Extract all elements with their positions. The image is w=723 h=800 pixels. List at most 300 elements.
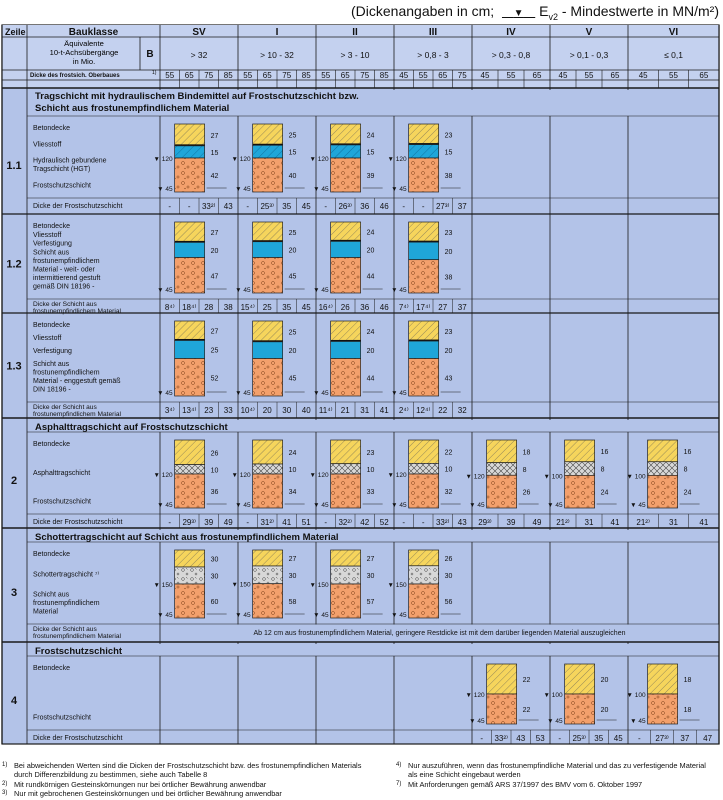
bottom-label: Dicke der Frostschutzschicht	[33, 735, 123, 742]
thickness-value: -	[246, 202, 250, 211]
layer-frost	[648, 475, 678, 508]
b-value: > 32	[190, 50, 208, 60]
ev2-marker: ▼ 120	[465, 473, 485, 481]
layer-thickness: 10	[288, 467, 297, 474]
row-number: 1.2	[6, 258, 22, 271]
layer-thickness: 24	[288, 450, 297, 457]
layer-concrete	[648, 664, 678, 694]
footnote-text: Mit Anforderungen gemäß ARS 37/1997 des BMV vom 6. Oktober 1997	[408, 779, 643, 789]
layer-hgt	[175, 146, 205, 158]
thickness-value: 7⁴⁾	[398, 303, 409, 312]
layer-thickness: 23	[444, 132, 453, 140]
ev2-marker: ▼ 150	[387, 582, 407, 589]
thickness-value: -	[402, 202, 406, 211]
thickness-value: -	[421, 518, 425, 527]
layer-concrete	[331, 222, 361, 241]
layer-thickness: 15	[288, 149, 297, 157]
layer-label: Schicht aus	[33, 361, 70, 368]
title-ev2-sub: v2	[548, 11, 558, 22]
layer-frost	[253, 158, 283, 192]
thickness-value: 31	[584, 518, 594, 527]
bottom-label: frostunempfindlichem Material	[33, 633, 121, 640]
layer-thickness: 24	[600, 489, 609, 497]
layer-frost	[331, 474, 361, 508]
footnote-text: Nur auszuführen, wenn das frostunempfindliche Material und das zu verfestigende Material als eine Schicht eingebaut werden	[408, 761, 706, 780]
layer-label: Material - enggestuft gemäß	[33, 378, 121, 385]
dicke-label: Dicke des frostsich. Oberbaues	[30, 73, 120, 79]
layer-stab	[331, 241, 361, 257]
layer-thickness: 44	[366, 273, 375, 281]
ev2-marker: ▼ 120	[387, 156, 407, 163]
layer-stab	[409, 341, 439, 358]
footnote	[396, 780, 716, 789]
dicke-value: 65	[532, 71, 542, 80]
layer-thickness: 8	[683, 466, 688, 474]
layer-label: Frostschutzschicht	[33, 714, 91, 722]
layer-concrete	[331, 440, 361, 464]
layer-thickness: 20	[444, 248, 453, 256]
ev2-marker-bottom: ▼ 45	[235, 186, 251, 193]
dicke-value: 55	[165, 71, 175, 80]
thickness-value: -	[480, 734, 484, 743]
ev2-marker-bottom: ▼ 45	[235, 287, 251, 294]
layer-concrete	[253, 321, 283, 342]
layer-asphalt	[175, 465, 205, 474]
thickness-value: 10⁴⁾	[240, 406, 255, 415]
dicke-value: 55	[418, 71, 428, 80]
bauklasse-header: Bauklasse	[68, 27, 119, 38]
layer-thickness: 23	[444, 329, 453, 337]
thickness-value: 43	[223, 202, 233, 211]
dicke-value: 55	[584, 71, 594, 80]
thickness-value: 51	[301, 518, 311, 527]
layer-thickness: 60	[210, 599, 219, 606]
layer-concrete	[175, 440, 205, 465]
layer-stab	[253, 242, 283, 258]
layer-concrete	[565, 440, 595, 462]
aeq-label: Äquivalente 10-t-Achsübergänge in Mio.	[49, 39, 119, 66]
ev2-marker: ▼ 120	[231, 156, 251, 163]
b-value: > 0,1 - 0,3	[569, 50, 609, 60]
section-title: Schottertragschicht auf Schicht aus frostunempfindlichem Material	[35, 532, 339, 543]
layer-thickness: 47	[210, 273, 219, 281]
thickness-value: -	[324, 202, 328, 211]
dicke-value: 85	[379, 71, 389, 80]
layer-concrete	[175, 550, 205, 567]
ev2-marker-bottom: ▼ 45	[313, 287, 329, 294]
thickness-value: 21	[340, 406, 350, 415]
layer-thickness: 24	[366, 132, 375, 140]
layer-label: Betondecke	[33, 125, 70, 132]
layer-thickness: 20	[366, 247, 375, 255]
section-title: Asphalttragschicht auf Frostschutzschicht	[35, 422, 228, 433]
ev2-marker-bottom: ▼ 45	[235, 502, 251, 509]
layer-concrete	[175, 321, 205, 340]
layer-stab	[175, 340, 205, 358]
thickness-value: 23	[204, 406, 214, 415]
ev2-marker-bottom: ▼ 45	[157, 502, 173, 509]
ev2-marker-bottom: ▼ 45	[313, 186, 329, 193]
ev2-marker-bottom: ▼ 45	[391, 186, 407, 193]
thickness-value: 31	[360, 406, 370, 415]
footnote-key: 7)	[396, 780, 402, 787]
layer-frost	[487, 694, 517, 724]
layer-frost	[175, 474, 205, 508]
dicke-value: 85	[301, 71, 311, 80]
dicke-value: 55	[321, 71, 331, 80]
layer-label: Betondecke	[33, 223, 70, 230]
layer-label: Vliesstoff	[33, 141, 62, 149]
section-title-line: Tragschicht mit hydraulischem Bindemittel auf Frostschutzschicht bzw.	[35, 91, 359, 102]
layer-stab	[175, 242, 205, 257]
footnote-key: 2)	[2, 780, 8, 787]
layer-thickness: 20	[288, 247, 297, 255]
footnote	[396, 761, 716, 780]
layer-thickness: 20	[288, 348, 297, 356]
thickness-value: -	[246, 518, 250, 527]
layer-thickness: 20	[600, 677, 609, 684]
dicke-value: 75	[204, 71, 214, 80]
layer-thickness: 27	[366, 556, 375, 564]
thickness-value: 42	[360, 518, 370, 527]
layer-concrete	[648, 440, 678, 462]
thickness-value: 22	[438, 406, 448, 415]
thickness-value: 39	[506, 518, 516, 527]
thickness-value: 33	[223, 406, 233, 415]
ev2-marker-bottom: ▼ 45	[391, 502, 407, 509]
thickness-value: 33²⁾	[435, 518, 450, 527]
thickness-value: 37	[457, 303, 467, 312]
dicke-value: 65	[699, 71, 709, 80]
thickness-value: 16⁴⁾	[318, 303, 333, 312]
layer-label: frostunempfindlichem	[33, 369, 100, 377]
thickness-value: 25³⁾	[260, 202, 275, 211]
thickness-value: 36	[360, 202, 370, 211]
thickness-value: -	[324, 518, 328, 527]
ev2-marker-bottom: ▼ 45	[391, 287, 407, 294]
thickness-value: 18⁴⁾	[182, 303, 197, 312]
layer-thickness: 38	[444, 173, 453, 180]
thickness-value: 43	[516, 734, 526, 743]
layer-hgt	[409, 145, 439, 158]
ev2-marker: ▼ 120	[309, 472, 329, 479]
layer-thickness: 56	[444, 599, 453, 606]
ev2-marker-bottom: ▼ 45	[630, 718, 646, 725]
footnote-key: 1)	[2, 762, 8, 768]
thickness-value: 41	[282, 518, 292, 527]
thickness-value: 27	[438, 303, 448, 312]
ev2-marker-bottom: ▼ 45	[313, 612, 329, 619]
layer-label: Vliesstoff	[33, 231, 62, 239]
footnote-key: 3)	[2, 790, 8, 797]
layer-frost	[331, 584, 361, 618]
layer-concrete	[175, 124, 205, 146]
layer-label: Asphalttragschicht	[33, 469, 91, 477]
layer-label: gemäß DIN 18196 -	[33, 283, 95, 291]
layer-label: intermittierend gestuft	[33, 275, 101, 282]
section-title: Frostschutzschicht	[35, 646, 123, 657]
footnote-text: Mit rundkörnigen Gesteinskörnungen nur bei örtlicher Bewährung anwendbar	[14, 779, 267, 789]
layer-thickness: 16	[683, 448, 692, 456]
thickness-value: 8⁴⁾	[164, 303, 175, 312]
layer-label: Hydraulisch gebundene	[33, 157, 107, 165]
triangle-marker-icon: ▼	[513, 8, 524, 19]
layer-frost	[175, 258, 205, 294]
layer-frost	[409, 584, 439, 618]
thickness-value: -	[558, 734, 562, 743]
layer-thickness: 27	[210, 328, 219, 336]
layer-hgt	[331, 145, 361, 158]
row-number: 3	[10, 587, 18, 599]
ev2-marker: ▼ 100	[543, 473, 563, 481]
footnote	[2, 780, 374, 789]
thickness-value: 21²⁾	[636, 518, 650, 527]
layer-gravel	[409, 566, 439, 584]
layer-frost	[409, 474, 439, 508]
layer-asphalt	[253, 464, 283, 474]
layer-thickness: 30	[366, 573, 375, 581]
layer-concrete	[409, 124, 439, 145]
thickness-value: 31²⁾	[260, 518, 275, 527]
layer-thickness: 20	[366, 347, 375, 355]
layer-frost	[648, 694, 678, 724]
thickness-value: 29³⁾	[182, 518, 197, 527]
dicke-value: 55	[506, 71, 516, 80]
thickness-value: 53	[535, 734, 545, 743]
thickness-value: 41	[379, 406, 389, 415]
footnote-key: 4)	[396, 762, 402, 768]
thickness-value: 33²⁾	[201, 202, 216, 211]
layer-concrete	[253, 440, 283, 464]
thickness-value: -	[402, 518, 406, 527]
layer-label: Frostschutzschicht	[33, 498, 91, 506]
thickness-value: 46	[379, 202, 389, 211]
layer-thickness: 30	[210, 573, 219, 581]
thickness-value: 27³⁾	[435, 202, 450, 211]
layer-label: Verfestigung	[33, 240, 72, 248]
layer-thickness: 40	[288, 173, 297, 180]
layer-label: Betondecke	[33, 551, 70, 558]
layer-thickness: 58	[288, 598, 297, 606]
bottom-label: Dicke der Frostschutzschicht	[33, 519, 123, 526]
ev2-marker-bottom: ▼ 45	[313, 502, 329, 509]
b-value: > 3 - 10	[340, 50, 370, 60]
layer-thickness: 26	[522, 489, 531, 497]
b-value: > 0,3 - 0,8	[491, 50, 531, 60]
thickness-value: -	[638, 734, 641, 743]
thickness-value: 46	[379, 303, 389, 312]
layer-label: Betondecke	[33, 322, 70, 329]
layer-concrete	[253, 222, 283, 242]
layer-thickness: 18	[683, 677, 692, 684]
layer-concrete	[409, 440, 439, 463]
footnote	[2, 789, 374, 798]
layer-label: Frostschutzschicht	[33, 182, 91, 190]
bottom-label: frostunempfindlichem Material	[33, 308, 121, 315]
bottom-label: Dicke der Schicht aus	[33, 404, 97, 411]
layer-thickness: 20	[210, 247, 219, 255]
layer-asphalt	[565, 462, 595, 476]
thickness-value: 31	[669, 518, 678, 527]
layer-thickness: 44	[366, 375, 375, 383]
dicke-value: 45	[399, 71, 409, 80]
layer-frost	[175, 584, 205, 618]
layer-label: Schicht aus	[33, 591, 70, 599]
layer-frost	[409, 359, 439, 397]
bottom-note: Ab 12 cm aus frostunempfindlichem Material, geringere Restdicke ist mit dem darüber liegenden Material auszugleichen	[253, 630, 626, 637]
layer-thickness: 57	[366, 599, 375, 606]
layer-thickness: 23	[366, 449, 375, 457]
thickness-value: 39	[204, 518, 214, 527]
thickness-value: 27³⁾	[655, 734, 669, 743]
thickness-value: 3⁴⁾	[164, 406, 175, 415]
layer-thickness: 52	[210, 375, 219, 383]
layer-thickness: 25	[288, 229, 297, 237]
thickness-value: 32	[457, 406, 467, 415]
layer-label: Material	[33, 608, 58, 616]
bottom-label: Dicke der Schicht aus	[33, 301, 97, 308]
layer-thickness: 45	[288, 375, 297, 383]
layer-thickness: 18	[683, 707, 692, 714]
thickness-value: 21²⁾	[556, 518, 570, 527]
ev2-marker: ▼ 150	[153, 582, 173, 589]
bottom-label: Dicke der Schicht aus	[33, 626, 97, 633]
zeile-header: Zeile	[5, 27, 26, 37]
thickness-value: -	[421, 202, 425, 211]
layer-asphalt	[331, 464, 361, 474]
thickness-value: 35	[282, 202, 292, 211]
layer-concrete	[487, 664, 517, 694]
thickness-value: 45	[301, 303, 311, 312]
title-ev2: E	[539, 3, 549, 19]
ev2-marker-bottom: ▼ 45	[157, 287, 173, 294]
layer-asphalt	[648, 462, 678, 476]
thickness-value: 41	[699, 518, 709, 527]
ev2-marker: ▼ 120	[231, 472, 251, 479]
bauklasse-iv: IV	[506, 27, 516, 38]
ev2-marker: ▼ 150	[309, 582, 329, 589]
layer-label: frostunempfindlichem	[33, 258, 100, 265]
dicke-value: 45	[480, 71, 490, 80]
bottom-label: Dicke der Frostschutzschicht	[33, 203, 123, 210]
layer-concrete	[487, 440, 517, 463]
dicke-value: 65	[184, 71, 194, 80]
layer-frost	[253, 474, 283, 508]
ev2-marker: ▼ 120	[153, 156, 173, 163]
thickness-value: 37	[457, 202, 467, 211]
thickness-value: 41	[610, 518, 620, 527]
dicke-value: 75	[360, 71, 370, 80]
layer-thickness: 27	[288, 555, 297, 563]
layer-concrete	[409, 222, 439, 242]
dicke-value: 65	[610, 71, 620, 80]
layer-concrete	[331, 550, 361, 566]
layer-frost	[331, 359, 361, 397]
layer-frost	[253, 584, 283, 618]
dicke-value: 65	[262, 71, 272, 80]
thickness-value: 52	[379, 518, 389, 527]
layer-label: Schottertragschicht ⁷⁾	[33, 571, 100, 579]
ev2-marker: ▼ 150	[231, 581, 251, 589]
layer-frost	[331, 258, 361, 294]
layer-concrete	[331, 124, 361, 145]
layer-thickness: 8	[522, 466, 527, 474]
layer-frost	[409, 260, 439, 293]
thickness-value: -	[168, 202, 172, 211]
thickness-value: 49	[223, 518, 233, 527]
layer-thickness: 23	[444, 230, 453, 238]
layer-concrete	[253, 550, 283, 566]
bottom-label: frostunempfindlichem Material	[33, 411, 121, 418]
thickness-value: 29³⁾	[478, 518, 492, 527]
thickness-value: 36	[360, 303, 370, 312]
ev2-marker: ▼ 100	[543, 692, 563, 699]
layer-concrete	[331, 321, 361, 341]
layer-stab	[331, 341, 361, 358]
layer-frost	[487, 475, 517, 508]
footnote	[2, 761, 374, 780]
layer-hgt	[253, 145, 283, 158]
title-prefix: (Dickenangaben in cm;	[351, 3, 495, 19]
layer-concrete	[409, 550, 439, 566]
dicke-value: 75	[282, 71, 292, 80]
layer-thickness: 38	[444, 274, 453, 282]
ev2-marker-bottom: ▼ 45	[547, 718, 563, 725]
ev2-marker-bottom: ▼ 45	[157, 390, 173, 397]
thickness-value: 2⁴⁾	[398, 406, 409, 415]
layer-label: Betondecke	[33, 441, 70, 448]
layer-thickness: 30	[210, 556, 219, 564]
bauklasse-iii: III	[428, 27, 438, 38]
thickness-value: 25³⁾	[572, 734, 587, 743]
thickness-value: 15⁴⁾	[240, 303, 255, 312]
footnotes-left	[2, 761, 374, 799]
ev2-marker-bottom: ▼ 45	[630, 502, 646, 509]
dicke-value: 75	[457, 71, 467, 80]
layer-thickness: 25	[288, 329, 297, 337]
row-number: 1.1	[6, 160, 22, 172]
layer-thickness: 15	[210, 149, 219, 157]
layer-thickness: 24	[366, 229, 375, 237]
layer-frost	[565, 475, 595, 508]
thickness-value: 45	[301, 202, 311, 211]
layer-asphalt	[409, 463, 439, 474]
thickness-value: 33²⁾	[494, 734, 509, 743]
layer-thickness: 15	[366, 149, 375, 157]
layer-thickness: 33	[366, 489, 375, 496]
layer-frost	[253, 258, 283, 294]
footnote-mark-1: 1)	[152, 70, 157, 76]
layer-frost	[565, 694, 595, 724]
layer-thickness: 30	[288, 572, 297, 580]
thickness-value: 30	[282, 406, 292, 415]
layer-thickness: 16	[600, 448, 609, 456]
ev2-marker: ▼ 120	[465, 692, 485, 699]
ev2-marker-bottom: ▼ 45	[157, 186, 173, 193]
layer-frost	[175, 158, 205, 192]
layer-thickness: 32	[444, 489, 453, 496]
thickness-value: 13⁴⁾	[182, 406, 197, 415]
thickness-value: 25	[262, 303, 272, 312]
layer-label: Verfestigung	[33, 348, 72, 355]
layer-thickness: 30	[444, 572, 453, 580]
thickness-value: 40	[301, 406, 311, 415]
b-label: B	[146, 49, 154, 60]
layer-thickness: 24	[683, 489, 692, 497]
row-number: 4	[10, 695, 18, 707]
layer-thickness: 10	[444, 466, 453, 474]
layer-thickness: 25	[210, 347, 219, 355]
